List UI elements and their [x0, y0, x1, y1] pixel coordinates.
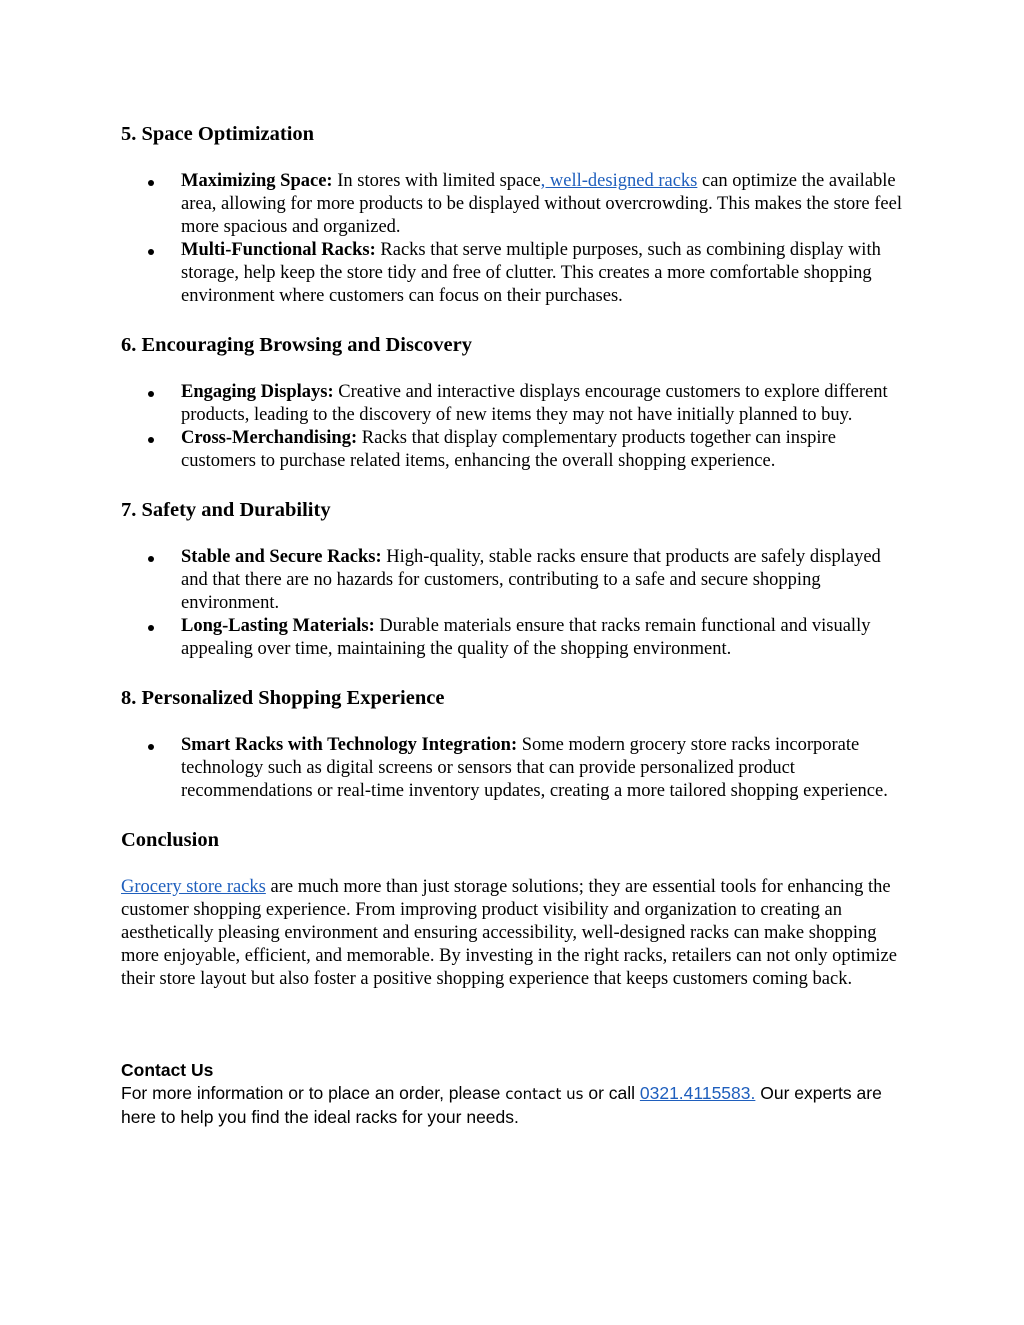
conclusion-text: are much more than just storage solutions; they are essential tools for enhancing the customer shopping experience. From improving product visibility and organization to creating an aesthetically pleasing environment and ensuring accessibility, well-designed racks can make shopping more enjoyable, efficient, and memorable. By investing in the right racks, retailers can not only optimize their store layout but also foster a positive shopping experience that keeps customers coming back. — [121, 877, 897, 989]
item-label: Multi-Functional Racks: — [181, 240, 376, 260]
section-heading: 6. Encouraging Browsing and Discovery — [121, 334, 473, 356]
item-label: Long-Lasting Materials: — [181, 616, 375, 636]
bullet-icon — [148, 391, 154, 397]
section-heading: 7. Safety and Durability — [121, 499, 331, 521]
item-label: Engaging Displays: — [181, 382, 334, 402]
bullet-list — [121, 546, 911, 661]
contact-text: For more information or to place an order, please — [121, 1083, 506, 1103]
item-text: In stores with limited space — [332, 171, 541, 191]
bullet-icon — [148, 180, 154, 186]
item-text: can optimize the available area, allowing for more products to be displayed without overcrowding. This makes the store feel more spacious and organized. — [181, 171, 902, 237]
bullet-icon — [148, 556, 154, 562]
grocery-store-racks-link[interactable]: Grocery store racks — [121, 877, 266, 897]
list-item — [121, 615, 911, 661]
section-heading: 8. Personalized Shopping Experience — [121, 687, 445, 709]
bullet-icon — [148, 625, 154, 631]
item-label: Stable and Secure Racks: — [181, 547, 382, 567]
bullet-icon — [148, 744, 154, 750]
contact-paragraph — [121, 1082, 911, 1129]
list-item — [121, 734, 911, 803]
item-text: Racks that serve multiple purposes, such as combining display with storage, help keep the store tidy and free of clutter. This creates a more comfortable shopping environment where customers can focus on their purchases. — [181, 240, 881, 306]
bullet-list — [121, 170, 911, 308]
item-label: Maximizing Space: — [181, 171, 333, 191]
item-label: Cross-Merchandising: — [181, 428, 358, 448]
contact-text: Our experts are here to help you find the ideal racks for your needs. — [121, 1083, 882, 1127]
bullet-list — [121, 381, 911, 473]
contact-block — [121, 1059, 911, 1129]
item-label: Smart Racks with Technology Integration: — [181, 735, 518, 755]
well-designed-racks-link[interactable]: , well-designed racks — [540, 171, 698, 191]
list-item — [121, 381, 911, 427]
list-item — [121, 427, 911, 473]
section-heading: 5. Space Optimization — [121, 123, 315, 145]
list-item — [121, 546, 911, 615]
contact-heading: Contact Us — [121, 1060, 214, 1080]
bullet-icon — [148, 249, 154, 255]
conclusion-paragraph — [121, 876, 911, 991]
item-text: Racks that display complementary products together can inspire customers to purchase related items, enhancing the overall shopping experience. — [181, 428, 836, 471]
bullet-icon — [148, 437, 154, 443]
phone-link[interactable]: 0321.4115583. — [639, 1083, 756, 1103]
contact-us-link[interactable]: contact us — [505, 1085, 584, 1103]
list-item — [121, 239, 911, 308]
item-text: Creative and interactive displays encourage customers to explore different products, leading to the discovery of new items they may not have initially planned to buy. — [181, 382, 888, 425]
contact-text: or call — [583, 1083, 640, 1103]
bullet-list — [121, 734, 911, 803]
document-page — [121, 120, 911, 1129]
item-text: Durable materials ensure that racks remain functional and visually appealing over time, maintaining the quality of the shopping environment. — [181, 616, 871, 659]
list-item — [121, 170, 911, 239]
item-text: Some modern grocery store racks incorporate technology such as digital screens or sensors that can provide personalized product recommendations or real-time inventory updates, creating a more tailored shopping experience. — [181, 735, 888, 801]
conclusion-heading: Conclusion — [121, 829, 219, 851]
item-text: High-quality, stable racks ensure that products are safely displayed and that there are no hazards for customers, contributing to a safe and secure shopping environment. — [181, 547, 881, 613]
